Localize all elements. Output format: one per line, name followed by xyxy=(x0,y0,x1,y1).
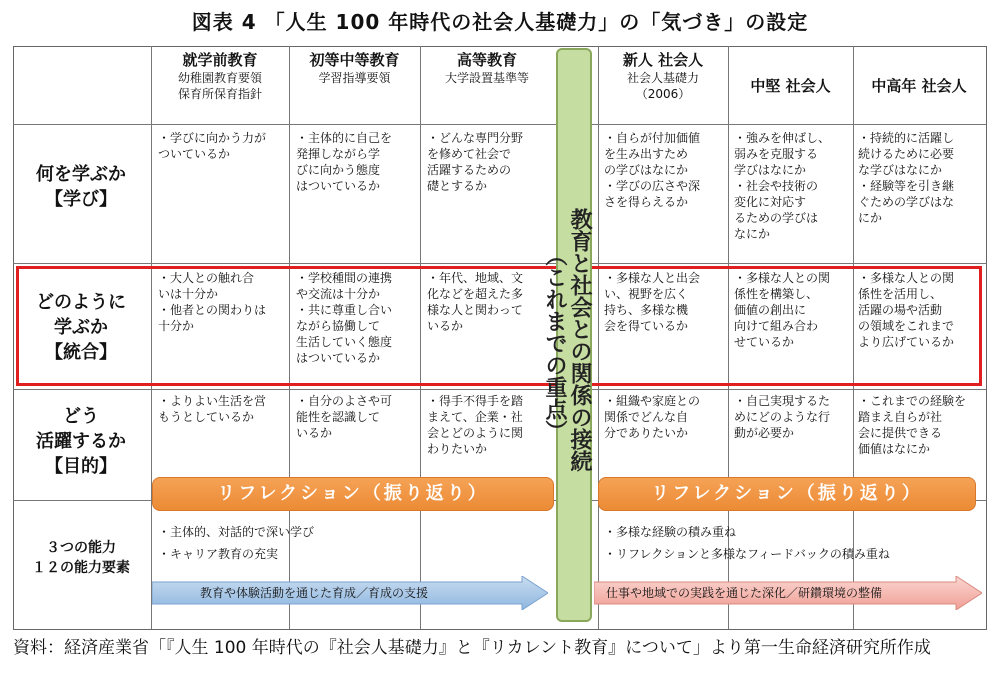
column-header-preschool xyxy=(151,50,289,102)
cell-integrate-senior: ・多様な人との関 係性を活用し、 活躍の場や活動 の領域をこれまで より広げているか xyxy=(858,271,955,349)
cell-learn-primary: ・主体的に自己を 発揮しながら学 びに向かう態度 はついているか xyxy=(296,131,393,193)
cell-learn-new-worker: ・自らが付加価値 を生み出すため の学びはなにか ・学びの広さや深 さを得らえるか xyxy=(604,131,701,209)
column-heading: 中堅 社会人 xyxy=(750,77,831,95)
column-sub: 社会人基礎力 （2006） xyxy=(626,71,699,101)
abilities-left xyxy=(158,521,548,565)
ability-item: ・キャリア教育の充実 xyxy=(158,547,279,561)
column-sub: 幼稚園教育要領 保育所保育指針 xyxy=(177,71,262,101)
abilities-right xyxy=(604,521,984,565)
column-sub: 学習指導要領 xyxy=(318,71,391,85)
center-bar-line2: （これまでの重点） xyxy=(542,244,567,442)
column-header-senior xyxy=(853,76,985,96)
cell-integrate-primary: ・学校種間の連携 や交流は十分か ・共に尊重し合い ながら協働して 生活していく態度 はついているか xyxy=(296,271,393,365)
column-heading: 高等教育 xyxy=(456,51,517,69)
cell-integrate-new-worker: ・多様な人と出会 い、視野を広く 持ち、多様な機 会を得ているか xyxy=(604,271,701,333)
cell-purpose-preschool: ・よりよい生活を営 もうとしているか xyxy=(158,394,267,424)
cell-learn-senior: ・持続的に活躍し 続けるために必要 な学びはなにか ・経験等を引き継 ぐための学びはな にか xyxy=(858,131,955,225)
cell-purpose-higher: ・得手不得手を踏 まえて、企業・社 会とどのように関 わりたいか xyxy=(427,394,524,456)
ability-item: ・主体的、対話的で深い学び xyxy=(158,525,315,539)
column-heading: 初等中等教育 xyxy=(309,51,400,69)
reflection-banner-left: リフレクション（振り返り） xyxy=(152,477,554,511)
column-heading: 新人 社会人 xyxy=(622,51,704,69)
column-header-new-worker xyxy=(598,50,728,102)
row-divider xyxy=(13,124,986,125)
figure-title: 図表 4 「人生 100 年時代の社会人基礎力」の「気づき」の設定 xyxy=(191,10,809,34)
cell-purpose-primary: ・自分のよさや可 能性を認識して いるか xyxy=(296,394,393,440)
center-bar-line1: 教育と社会との関係の接続 xyxy=(567,208,592,472)
row-divider xyxy=(13,263,986,264)
source-note: 資料：経済産業省「『人生 100 年時代の『社会人基礎力』と『リカレント教育』について」より第一生命経済研究所作成 xyxy=(13,638,931,658)
column-sub: 大学設置基準等 xyxy=(444,71,529,85)
cell-learn-higher: ・どんな専門分野 を修めて社会で 活躍するための 礎とするか xyxy=(427,131,524,193)
cell-purpose-new-worker: ・組織や家庭との 関係でどんな自 分でありたいか xyxy=(604,394,701,440)
cell-integrate-mid-career: ・多様な人との関 係性を構築し、 価値の創出に 向けて組み合わ せているか xyxy=(734,271,831,349)
column-heading: 就学前教育 xyxy=(182,51,258,69)
row-header-integrate: どのように 学ぶか 【統合】 xyxy=(36,292,126,363)
row-header-abilities: ３つの能力 １２の能力要素 xyxy=(32,540,130,576)
cell-purpose-senior: ・これまでの経験を 踏まえ自らが社 会に提供できる 価値はなにか xyxy=(858,394,967,456)
row-header-purpose: どう 活躍するか 【目的】 xyxy=(36,406,126,477)
highlight-box-integrate xyxy=(16,266,982,386)
ability-item: ・多様な経験の積み重ね xyxy=(604,525,737,539)
column-header-mid-career xyxy=(728,76,853,96)
arrow-left-label: 教育や体験活動を通じた育成／育成の支援 xyxy=(200,586,429,600)
cell-learn-preschool: ・学びに向かう力が ついているか xyxy=(158,131,267,161)
cell-learn-mid-career: ・強みを伸ばし、 弱みを克服する 学びはなにか ・社会や技術の 変化に対応す るための学びは なにか xyxy=(734,131,831,241)
cell-integrate-preschool: ・大人との触れ合 いは十分か ・他者との関わりは 十分か xyxy=(158,271,267,333)
column-header-higher xyxy=(420,50,554,86)
column-header-primary-secondary xyxy=(289,50,420,86)
cell-integrate-higher: ・年代、地域、文 化などを超えた多 様な人と関わって いるか xyxy=(427,271,524,333)
cell-purpose-mid-career: ・自己実現するた めにどのような行 動が必要か xyxy=(734,394,831,440)
row-header-learn: 何を学ぶか 【学び】 xyxy=(36,164,126,210)
arrow-right-label: 仕事や地域での実践を通じた深化／研鑽環境の整備 xyxy=(606,586,883,600)
row-divider xyxy=(13,389,986,390)
ability-item: ・リフレクションと多様なフィードバックの積み重ね xyxy=(604,547,890,561)
center-bar-text xyxy=(542,70,592,610)
reflection-banner-right: リフレクション（振り返り） xyxy=(598,477,976,511)
column-heading: 中高年 社会人 xyxy=(871,77,967,95)
